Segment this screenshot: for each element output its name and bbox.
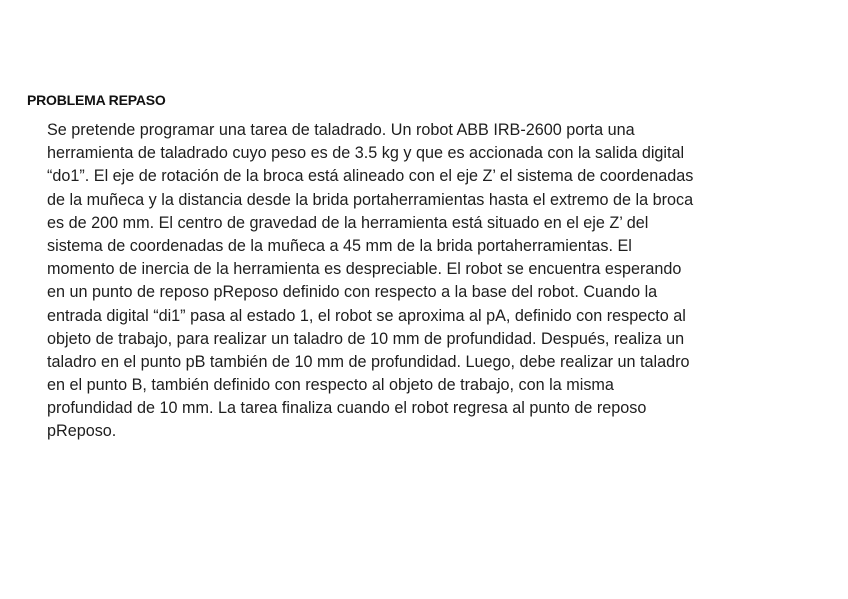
problem-paragraph	[47, 119, 807, 444]
paragraph-line: “do1”. El eje de rotación de la broca está alineado con el eje Z’ el sistema de coordenadas	[47, 167, 694, 186]
paragraph-line: pReposo.	[47, 422, 117, 441]
paragraph-line: objeto de trabajo, para realizar un taladro de 10 mm de profundidad. Después, realiza un	[47, 329, 685, 348]
paragraph-line: taladro en el punto pB también de 10 mm de profundidad. Luego, debe realizar un taladro	[47, 352, 690, 371]
paragraph-line: en un punto de reposo pReposo definido con respecto a la base del robot. Cuando la	[47, 283, 658, 302]
paragraph-line: de la muñeca y la distancia desde la brida portaherramientas hasta el extremo de la broca	[47, 190, 694, 209]
paragraph-line: sistema de coordenadas de la muñeca a 45 mm de la brida portaherramientas. El	[47, 236, 632, 255]
paragraph-line: en el punto B, también definido con respecto al objeto de trabajo, con la misma	[47, 376, 614, 395]
paragraph-line: es de 200 mm. El centro de gravedad de la herramienta está situado en el eje Z’ del	[47, 213, 649, 232]
paragraph-line: entrada digital “di1” pasa al estado 1, el robot se aproxima al pA, definido con respecto al	[47, 306, 686, 325]
paragraph-line: herramienta de taladrado cuyo peso es de 3.5 kg y que es accionada con la salida digital	[47, 144, 685, 163]
section-heading: PROBLEMA REPASO	[27, 92, 166, 108]
paragraph-line: momento de inercia de la herramienta es despreciable. El robot se encuentra esperando	[47, 260, 682, 279]
paragraph-line: profundidad de 10 mm. La tarea finaliza cuando el robot regresa al punto de reposo	[47, 399, 647, 418]
paragraph-line: Se pretende programar una tarea de taladrado. Un robot ABB IRB-2600 porta una	[47, 121, 635, 139]
